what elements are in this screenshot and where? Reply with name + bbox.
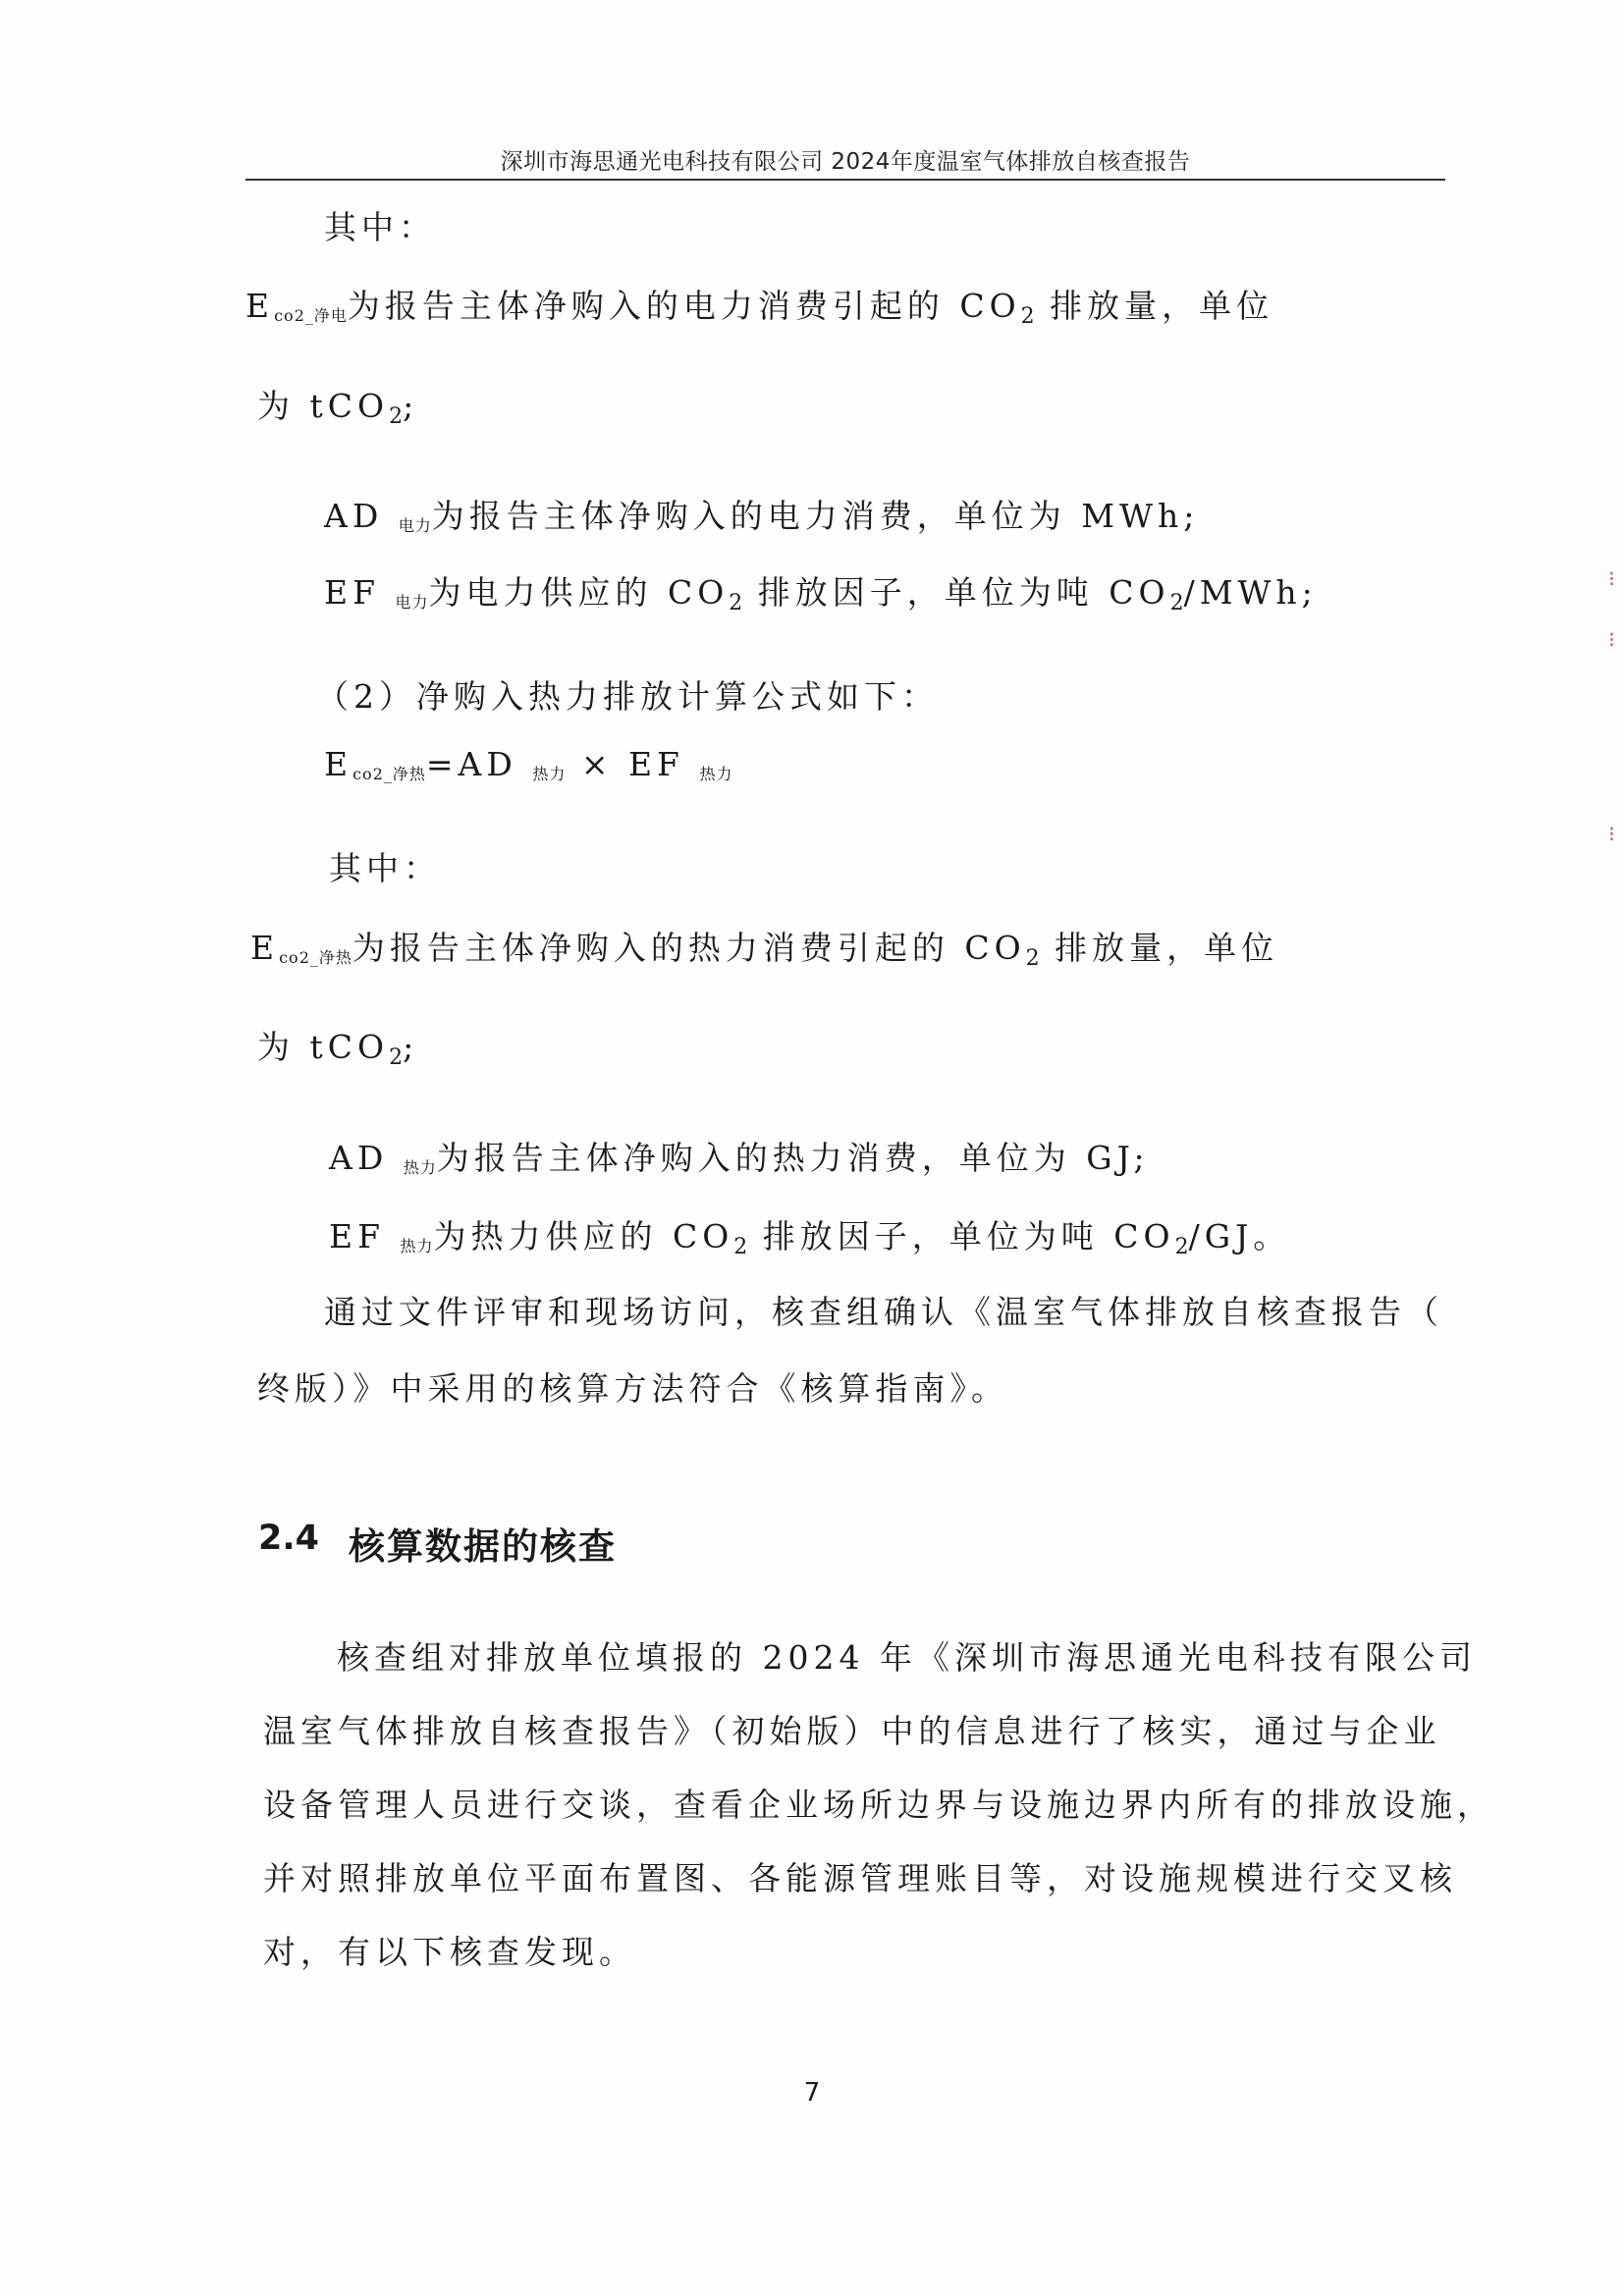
text-line: 为 tCO2; (257, 1028, 419, 1070)
header-rule (245, 179, 1445, 181)
paragraph-line: 核查组对排放单位填报的 2024 年《深圳市海思通光电科技有限公司 (337, 1638, 1477, 1677)
text-line: 其中： (324, 208, 436, 246)
seal-edge-mark: ⁝ (1608, 823, 1615, 847)
text-line: AD 电力为报告主体净购入的电力消费，单位为 MWh; (324, 497, 1200, 535)
text-line: 通过文件评审和现场访问，核查组确认《温室气体排放自核查报告（ (324, 1293, 1443, 1331)
text-line: EF 热力为热力供应的 CO2 排放因子，单位为吨 CO2/GJ。 (329, 1217, 1291, 1259)
text-line: AD 热力为报告主体净购入的热力消费，单位为 GJ; (329, 1139, 1150, 1177)
text-line: EF 电力为电力供应的 CO2 排放因子，单位为吨 CO2/MWh; (324, 573, 1318, 615)
paragraph-line: 并对照排放单位平面布置图、各能源管理账目等，对设施规模进行交叉核 (263, 1859, 1457, 1897)
formula-variable-line: Eco2_净热为报告主体净购入的热力消费引起的 CO2 排放量，单位 (250, 929, 1279, 971)
text-line: 为 tCO2; (257, 387, 419, 429)
paragraph-line: 设备管理人员进行交谈，查看企业场所边界与设施边界内所有的排放设施， (263, 1786, 1494, 1824)
section-number: 2.4 (258, 1519, 320, 1558)
section-title: 核算数据的核查 (349, 1525, 617, 1568)
text-line: （2）净购入热力排放计算公式如下： (316, 677, 939, 716)
text-line: 其中： (329, 849, 441, 887)
text-line: 终版）》中采用的核算方法符合《核算指南》。 (257, 1369, 1008, 1408)
paragraph-line: 对，有以下核查发现。 (263, 1933, 636, 1971)
seal-edge-mark: ⁝ (1608, 628, 1615, 653)
seal-edge-mark: ⁝ (1608, 567, 1615, 592)
page-header-title: 深圳市海思通光电科技有限公司 2024年度温室气体排放自核查报告 (500, 149, 1191, 175)
page-number: 7 (803, 2078, 821, 2108)
formula-variable-line: Eco2_净电为报告主体净购入的电力消费引起的 CO2 排放量，单位 (245, 287, 1274, 329)
paragraph-line: 温室气体排放自核查报告》（初始版）中的信息进行了核实，通过与企业 (263, 1712, 1441, 1750)
formula-line: Eco2_净热=AD 热力 × EF 热力 (324, 745, 733, 783)
